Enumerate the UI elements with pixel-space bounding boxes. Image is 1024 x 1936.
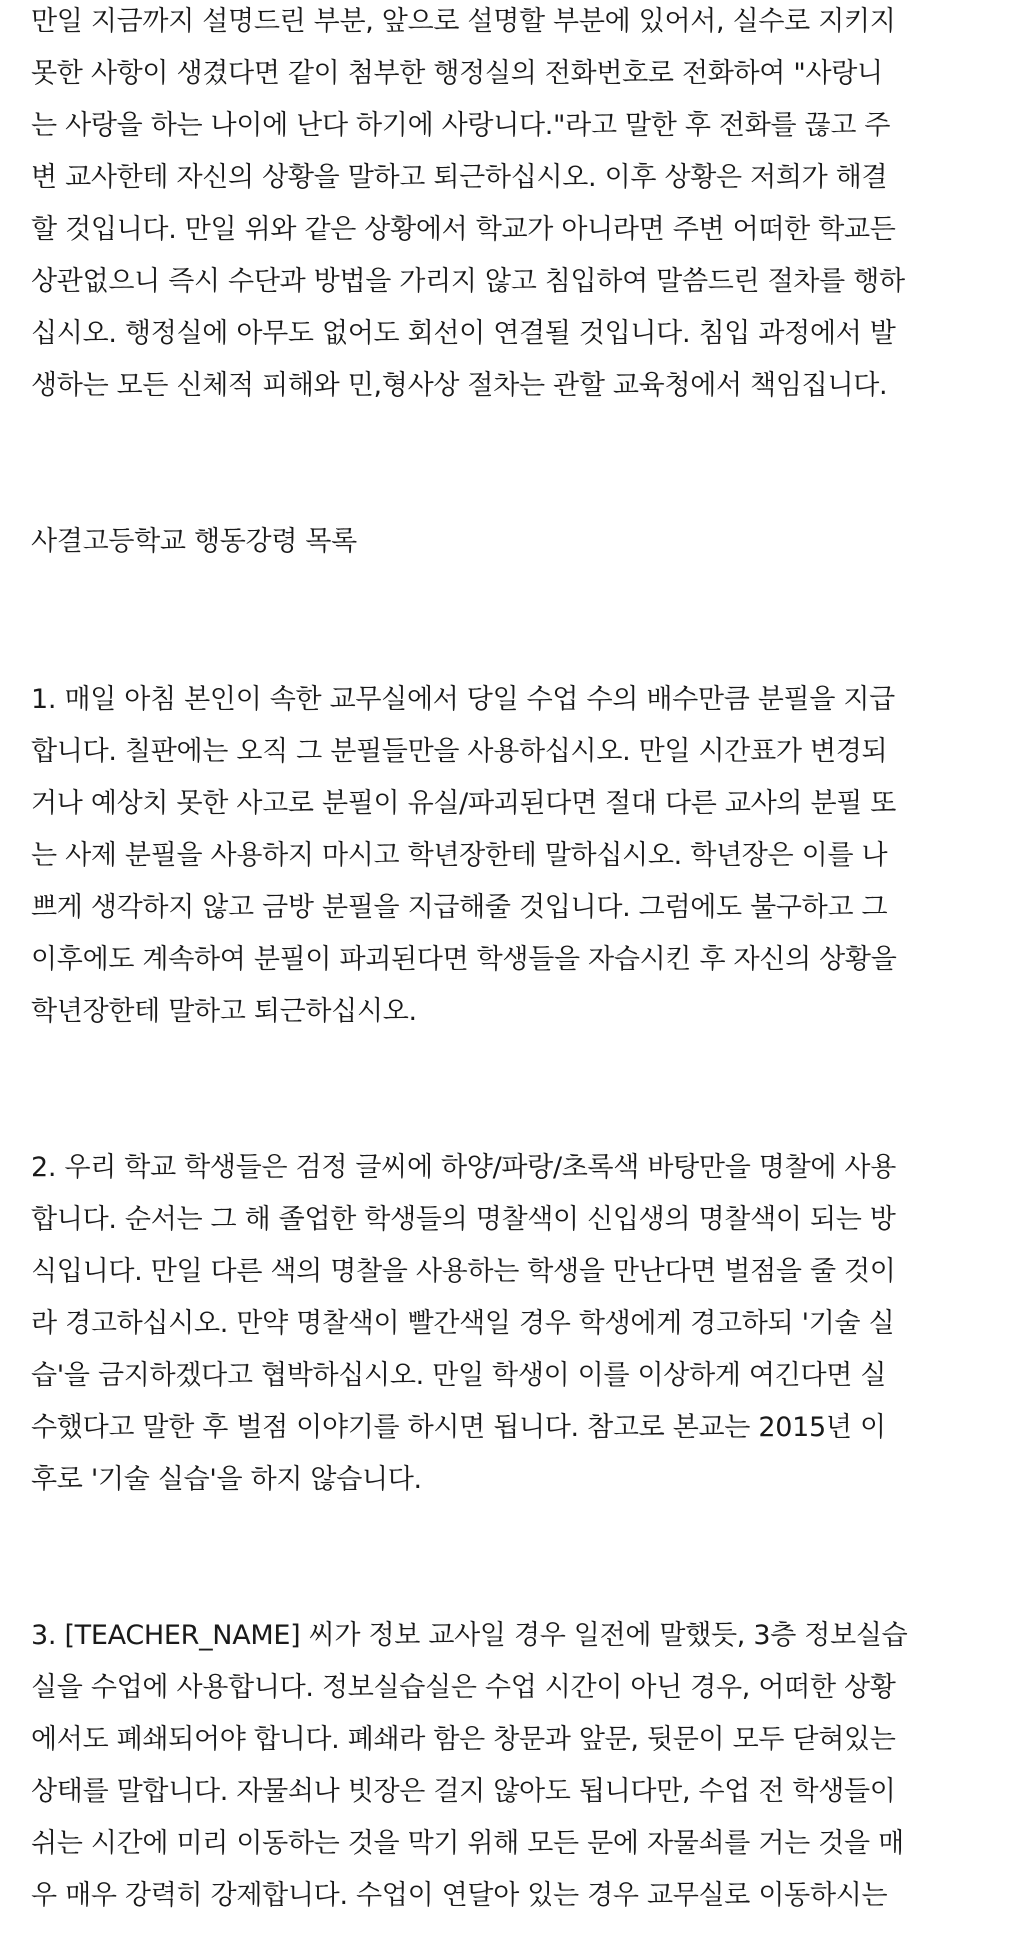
text-line: 십시오. 행정실에 아무도 없어도 회선이 연결될 것입니다. 침입 과정에서 발	[31, 318, 896, 349]
rule-2-paragraph	[31, 1142, 1000, 1506]
text-line: 생하는 모든 신체적 피해와 민,형사상 절차는 관할 교육청에서 책임집니다.	[31, 370, 888, 401]
text-line: 상태를 말합니다. 자물쇠나 빗장은 걸지 않아도 됩니다만, 수업 전 학생들이	[31, 1776, 896, 1807]
text-line: 쁘게 생각하지 않고 금방 분필을 지급해줄 것입니다. 그럼에도 불구하고 그	[31, 892, 888, 923]
text-line: 식입니다. 만일 다른 색의 명찰을 사용하는 학생을 만난다면 벌점을 줄 것이	[31, 1256, 896, 1287]
text-line: 는 사제 분필을 사용하지 마시고 학년장한테 말하십시오. 학년장은 이를 나	[31, 840, 888, 871]
text-line: 3. [TEACHER_NAME] 씨가 정보 교사일 경우 일전에 말했듯, 3층 정보실습	[31, 1620, 908, 1651]
text-line: 합니다. 칠판에는 오직 그 분필들만을 사용하십시오. 만일 시간표가 변경되	[31, 736, 888, 767]
text-line: 이후에도 계속하여 분필이 파괴된다면 학생들을 자습시킨 후 자신의 상황을	[31, 944, 897, 975]
intro-paragraph	[31, 0, 1000, 412]
rule-3-paragraph	[31, 1610, 1000, 1922]
text-line: 라 경고하십시오. 만약 명찰색이 빨간색일 경우 학생에게 경고하되 '기술 실	[31, 1308, 895, 1339]
text-line: 못한 사항이 생겼다면 같이 첨부한 행정실의 전화번호로 전화하여 "사랑니	[31, 58, 883, 89]
text-line: 변 교사한테 자신의 상황을 말하고 퇴근하십시오. 이후 상황은 저희가 해결	[31, 162, 888, 193]
text-line: 만일 지금까지 설명드린 부분, 앞으로 설명할 부분에 있어서, 실수로 지키지	[31, 6, 896, 37]
text-line: 습'을 금지하겠다고 협박하십시오. 만일 학생이 이를 이상하게 여긴다면 실	[31, 1360, 887, 1391]
text-line: 쉬는 시간에 미리 이동하는 것을 막기 위해 모든 문에 자물쇠를 거는 것을 매	[31, 1828, 904, 1859]
section-heading	[31, 516, 1000, 568]
text-line: 후로 '기술 실습'을 하지 않습니다.	[31, 1464, 422, 1495]
text-line: 1. 매일 아침 본인이 속한 교무실에서 당일 수업 수의 배수만큼 분필을 지급	[31, 684, 895, 715]
text-line: 우 매우 강력히 강제합니다. 수업이 연달아 있는 경우 교무실로 이동하시는	[31, 1880, 888, 1911]
text-line: 실을 수업에 사용합니다. 정보실습실은 수업 시간이 아닌 경우, 어떠한 상황	[31, 1672, 896, 1703]
text-line: 는 사랑을 하는 나이에 난다 하기에 사랑니다."라고 말한 후 전화를 끊고 주	[31, 110, 891, 141]
text-line: 상관없으니 즉시 수단과 방법을 가리지 않고 침입하여 말씀드린 절차를 행하	[31, 266, 905, 297]
text-line: 거나 예상치 못한 사고로 분필이 유실/파괴된다면 절대 다른 교사의 분필 또	[31, 788, 897, 819]
text-line: 학년장한테 말하고 퇴근하십시오.	[31, 996, 417, 1027]
text-line: 2. 우리 학교 학생들은 검정 글씨에 하양/파랑/초록색 바탕만을 명찰에 사용	[31, 1152, 896, 1183]
heading-text: 사결고등학교 행동강령 목록	[31, 526, 357, 557]
rule-1-paragraph	[31, 674, 1000, 1038]
text-line: 에서도 폐쇄되어야 합니다. 폐쇄라 함은 창문과 앞문, 뒷문이 모두 닫혀있는	[31, 1724, 896, 1755]
text-line: 할 것입니다. 만일 위와 같은 상황에서 학교가 아니라면 주변 어떠한 학교든	[31, 214, 896, 245]
text-line: 수했다고 말한 후 벌점 이야기를 하시면 됩니다. 참고로 본교는 2015년 이	[31, 1412, 886, 1443]
text-line: 합니다. 순서는 그 해 졸업한 학생들의 명찰색이 신입생의 명찰색이 되는 방	[31, 1204, 896, 1235]
